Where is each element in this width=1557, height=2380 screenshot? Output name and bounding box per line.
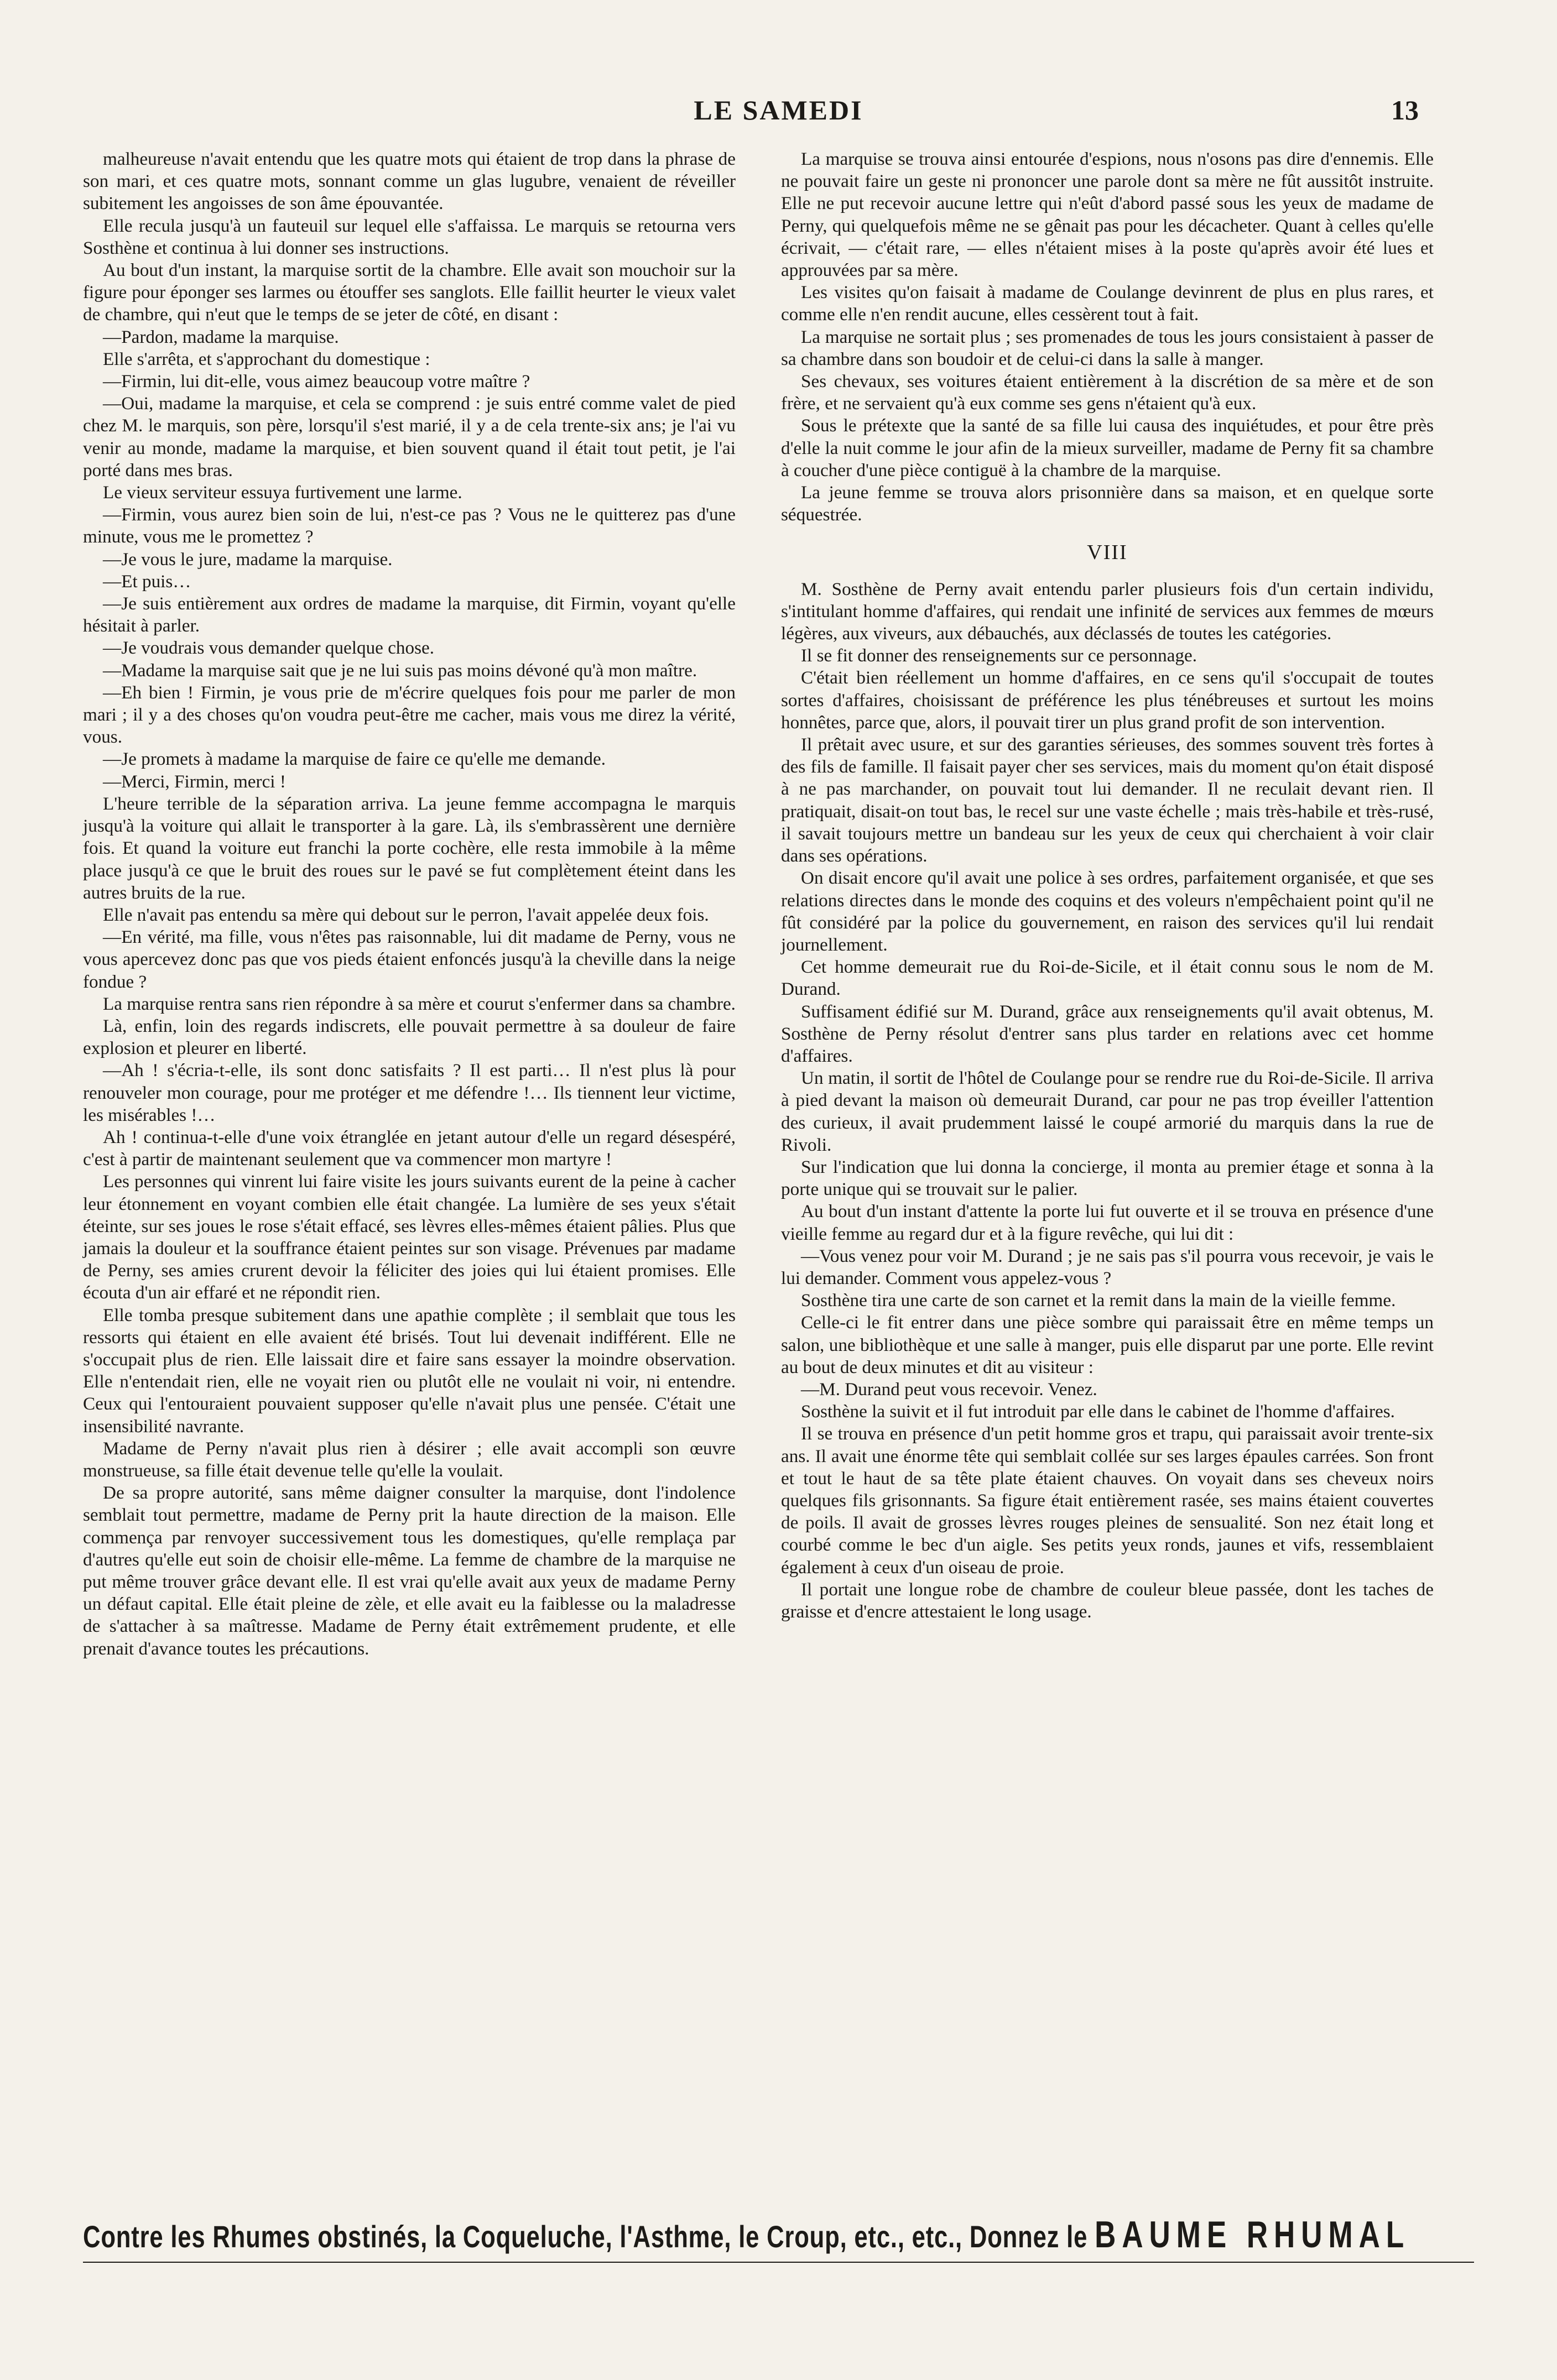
paragraph: Elle n'avait pas entendu sa mère qui debout sur le perron, l'avait appelée deux fois.	[103, 904, 709, 925]
paragraph: —Pardon, madame la marquise.	[103, 326, 339, 347]
right-column	[781, 148, 1434, 1623]
paragraph: Cet homme demeurait rue du Roi-de-Sicile, et il était connu sous le nom de M. Durand.	[781, 957, 1434, 1000]
paragraph: malheureuse n'avait entendu que les quatre mots qui étaient de trop dans la phrase de son mari, et ces quatre mots, sonnant comme un glas lugubre, venaient de réveiller subitement les angoisses de son âme épouvantée.	[83, 149, 736, 214]
paragraph: —Madame la marquise sait que je ne lui suis pas moins dévoné qu'à mon maître.	[103, 660, 697, 681]
paragraph: La jeune femme se trouva alors prisonnière dans sa maison, et en quelque sorte séquestrée.	[781, 482, 1434, 525]
paragraph: Elle s'arrêta, et s'approchant du domestique :	[103, 348, 430, 369]
paragraph: —Firmin, vous aurez bien soin de lui, n'est-ce pas ? Vous ne le quitterez pas d'une minute, vous me le promettez ?	[83, 504, 736, 547]
page-header	[0, 94, 1557, 133]
paragraph: —En vérité, ma fille, vous n'êtes pas raisonnable, lui dit madame de Perny, vous ne vous apercevez donc pas que vos pieds étaient enfoncés jusqu'à la cheville dans la neige fondue ?	[83, 927, 736, 992]
advert-brand: BAUME RHUMAL	[1095, 2214, 1410, 2256]
paragraph: —Et puis…	[103, 571, 191, 592]
paragraph: Il se fit donner des renseignements sur ce personnage.	[801, 645, 1197, 666]
paragraph: —M. Durand peut vous recevoir. Venez.	[801, 1379, 1097, 1400]
paragraph: Sous le prétexte que la santé de sa fille lui causa des inquiétudes, et pour être près d'elle la nuit comme le jour afin de la mieux surveiller, madame de Perny fit sa chambre à coucher d'une pièce contiguë à la chambre de la marquise.	[781, 415, 1434, 481]
paragraph: Un matin, il sortit de l'hôtel de Coulange pour se rendre rue du Roi-de-Sicile. Il arriva à pied devant la maison où demeurait Durand, car pour ne pas trop éveiller l'attention des curieux, il avait prudemment laissé le coupé armorié du marquis dans la rue de Rivoli.	[781, 1068, 1434, 1155]
paragraph: Elle tomba presque subitement dans une apathie complète ; il semblait que tous les ressorts qui étaient en elle avaient été brisés. Tout lui devenait indifférent. Elle ne s'occupait plus de rien. Elle laissait dire et faire sans essayer la moindre observation. Elle n'entendait rien, elle ne voyait rien ou plutôt elle ne voulait ni voir, ni entendre. Ceux qui l'entouraient pouvaient supposer qu'elle n'avait plus une pensée. C'était une insensibilité navrante.	[83, 1304, 736, 1437]
paragraph: —Merci, Firmin, merci !	[103, 771, 286, 792]
page-number: 13	[1391, 95, 1419, 126]
paragraph: Ses chevaux, ses voitures étaient entièrement à la discrétion de sa mère et de son frère, et ne servaient qu'à eux comme ses gens n'étaient qu'à eux.	[781, 371, 1434, 414]
paragraph: Au bout d'un instant d'attente la porte lui fut ouverte et il se trouva en présence d'une vieille femme au regard dur et à la figure revêche, qui lui dit :	[781, 1201, 1434, 1244]
paragraph: La marquise rentra sans rien répondre à sa mère et courut s'enfermer dans sa chambre.	[103, 993, 736, 1014]
chapter-heading: VIII	[1087, 541, 1128, 565]
paragraph: Au bout d'un instant, la marquise sortit de la chambre. Elle avait son mouchoir sur la figure pour éponger ses larmes ou étouffer ses sanglots. Elle faillit heurter le vieux valet de chambre, qui n'eut que le temps de se jeter de côté, en disant :	[83, 260, 736, 325]
paragraph: Les personnes qui vinrent lui faire visite les jours suivants eurent de la peine à cacher leur étonnement en voyant combien elle était changée. La lumière de ses yeux s'était éteinte, sur ses joues le rose s'était effacé, ses lèvres elles-mêmes étaient pâlies. Plus que jamais la douleur et la souffrance étaient peintes sur son visage. Prévenues par madame de Perny, ses amies crurent devoir la féliciter des joies qui lui étaient promises. Elle écouta d'un air effaré et ne répondit rien.	[83, 1171, 736, 1303]
paragraph: —Firmin, lui dit-elle, vous aimez beaucoup votre maître ?	[103, 371, 530, 392]
paragraph: Le vieux serviteur essuya furtivement une larme.	[103, 482, 462, 503]
right-column-part-2	[781, 578, 1434, 1624]
paragraph: —Je suis entièrement aux ordres de madame la marquise, dit Firmin, voyant qu'elle hésitait à parler.	[83, 593, 736, 636]
paragraph: Madame de Perny n'avait plus rien à désirer ; elle avait accompli son œuvre monstrueuse, sa fille était devenue telle qu'elle la voulait.	[83, 1438, 736, 1481]
paragraph: —Vous venez pour voir M. Durand ; je ne sais pas s'il pourra vous recevoir, je vais le lui demander. Comment vous appelez-vous ?	[781, 1245, 1434, 1288]
paragraph: Elle recula jusqu'à un fauteuil sur lequel elle s'affaissa. Le marquis se retourna vers Sosthène et continua à lui donner ses instructions.	[83, 215, 736, 258]
paragraph: Sosthène tira une carte de son carnet et la remit dans la main de la vieille femme.	[801, 1290, 1396, 1311]
paragraph: Il prêtait avec usure, et sur des garanties sérieuses, des sommes souvent très fortes à des fils de famille. Il faisait payer cher ses services, mais du moment qu'on était disposé à ne pas marchander, on pouvait tout lui demander. Il ne reculait devant rien. Il pratiquait, disait-on tout bas, le recel sur une vaste échelle ; mais très-habile et très-rusé, il savait toujours mettre un bandeau sur les yeux de ceux qui cherchaient à voir clair dans ses opérations.	[781, 734, 1434, 867]
paragraph: C'était bien réellement un homme d'affaires, en ce sens qu'il s'occupait de toutes sortes d'affaires, choisissant de préférence les plus ténébreuses et surtout les moins honnêtes, parce que, alors, il pouvait tirer un plus grand profit de son intervention.	[781, 667, 1434, 733]
paragraph: De sa propre autorité, sans même daigner consulter la marquise, dont l'indolence semblait tout permettre, madame de Perny prit la haute direction de la maison. Elle commença par renvoyer successivement tous les domestiques, qu'elle remplaça par d'autres qu'elle eut soin de choisir elle-même. La femme de chambre de la marquise ne put même trouver grâce devant elle. Il est vrai qu'elle avait aux yeux de madame Perny un défaut capital. Elle était pleine de zèle, et elle avait eu la faiblesse ou la maladresse de s'attacher à sa maîtresse. Madame de Perny était extrêmement prudente, et elle prenait d'avance toutes les précautions.	[83, 1483, 736, 1659]
paragraph: —Oui, madame la marquise, et cela se comprend : je suis entré comme valet de pied chez M. le marquis, son père, lorsqu'il s'est marié, il y a de cela trente-six ans; je l'ai vu venir au monde, madame la marquise, et bien souvent quand il était tout petit, je l'ai porté dans mes bras.	[83, 393, 736, 481]
paragraph: On disait encore qu'il avait une police à ses ordres, parfaitement organisée, et que ses relations directes dans le monde des coquins et des voleurs n'empêchaient point qu'il ne fût considéré par la police du gouvernement, en raison des services qu'il lui rendait journellement.	[781, 868, 1434, 955]
right-column-part-1	[781, 148, 1434, 526]
paragraph: —Eh bien ! Firmin, je vous prie de m'écrire quelques fois pour me parler de mon mari ; il y a des choses qu'on voudra peut-être me cacher, mais vous me direz la vérité, vous.	[83, 682, 736, 748]
paragraph: Sur l'indication que lui donna la concierge, il monta au premier étage et sonna à la porte unique qui se trouvait sur le palier.	[781, 1156, 1434, 1200]
paragraph: —Je vous le jure, madame la marquise.	[103, 549, 393, 570]
paragraph: Ah ! continua-t-elle d'une voix étranglée en jetant autour d'elle un regard désespéré, c'est à partir de maintenant seulement que va commencer mon martyre !	[83, 1126, 736, 1170]
paragraph: La marquise se trouva ainsi entourée d'espions, nous n'osons pas dire d'ennemis. Elle ne pouvait faire un geste ni prononcer une parole dont sa mère ne fût aussitôt instruite. Elle ne put recevoir aucune lettre qui n'eût d'abord passé sous les yeux de madame de Perny, qui quelquefois même ne se gênait pas pour les décacheter. Quant à celles qu'elle écrivait, — c'était rare, — elles n'étaient mises à la poste qu'après avoir été lues et approuvées par sa mère.	[781, 149, 1434, 281]
paragraph: Il portait une longue robe de chambre de couleur bleue passée, dont les taches de graisse et d'encre attestaient le long usage.	[781, 1579, 1434, 1622]
paragraph: —Je voudrais vous demander quelque chose.	[103, 638, 435, 659]
paragraph: Il se trouva en présence d'un petit homme gros et trapu, qui paraissait avoir trente-six ans. Il avait une énorme tête qui semblait collée sur ses larges épaules carrées. Son front et tout le haut de sa tête plate étaient chauves. On voyait dans ses cheveux noirs quelques fils grisonnants. Sa figure était entièrement rasée, ses mains étaient couvertes de poils. Il avait de grosses lèvres rouges pleines de sensualité. Son nez était long et courbé comme le bec d'un aigle. Ses petits yeux ronds, jaunes et vifs, ressemblaient également à ceux d'un oiseau de proie.	[781, 1423, 1434, 1578]
footer-rule	[83, 2262, 1474, 2263]
paragraph: M. Sosthène de Perny avait entendu parler plusieurs fois d'un certain individu, s'intitulant homme d'affaires, qui rendait une infinité de services aux femmes de mœurs légères, aux viveurs, aux débauchés, aux déclassés de toutes les catégories.	[781, 578, 1434, 644]
advert-text: Contre les Rhumes obstinés, la Coqueluche, l'Asthme, le Croup, etc., etc., Donnez le	[83, 2219, 1088, 2254]
paragraph: L'heure terrible de la séparation arriva. La jeune femme accompagna le marquis jusqu'à la voiture qui allait le transporter à la gare. Là, ils s'embrassèrent une dernière fois. Et quand la voiture eut franchi la porte cochère, elle resta immobile à la même place jusqu'à ce que le bruit des roues sur le pavé se fut complètement éteint dans les autres bruits de la rue.	[83, 793, 736, 903]
paragraph: —Je promets à madame la marquise de faire ce qu'elle me demande.	[103, 749, 606, 770]
masthead: LE SAMEDI	[694, 95, 863, 126]
paragraph: —Ah ! s'écria-t-elle, ils sont donc satisfaits ? Il est parti… Il n'est plus là pour renouveler mon courage, pour me protéger et me défendre !… Ils tiennent leur victime, les misérables !…	[83, 1060, 736, 1125]
paragraph: Celle-ci le fit entrer dans une pièce sombre qui paraissait être en même temps un salon, une bibliothèque et une salle à manger, puis elle disparut par une porte. Elle revint au bout de deux minutes et dit au visiteur :	[781, 1312, 1434, 1377]
paragraph: La marquise ne sortait plus ; ses promenades de tous les jours consistaient à passer de sa chambre dans son boudoir et de celui-ci dans la salle à manger.	[781, 326, 1434, 369]
paragraph: Là, enfin, loin des regards indiscrets, elle pouvait permettre à sa douleur de faire explosion et pleurer en liberté.	[83, 1015, 736, 1059]
footer-advert	[83, 2213, 1410, 2263]
paragraph: Suffisament édifié sur M. Durand, grâce aux renseignements qu'il avait obtenus, M. Sosthène de Perny résolut d'entrer sans plus tarder en relations avec cet homme d'affaires.	[781, 1001, 1434, 1066]
paragraph: Sosthène la suivit et il fut introduit par elle dans le cabinet de l'homme d'affaires.	[801, 1401, 1395, 1422]
left-column	[83, 148, 736, 1660]
paragraph: Les visites qu'on faisait à madame de Coulange devinrent de plus en plus rares, et comme elle n'en rendit aucune, elles cessèrent tout à fait.	[781, 282, 1434, 325]
